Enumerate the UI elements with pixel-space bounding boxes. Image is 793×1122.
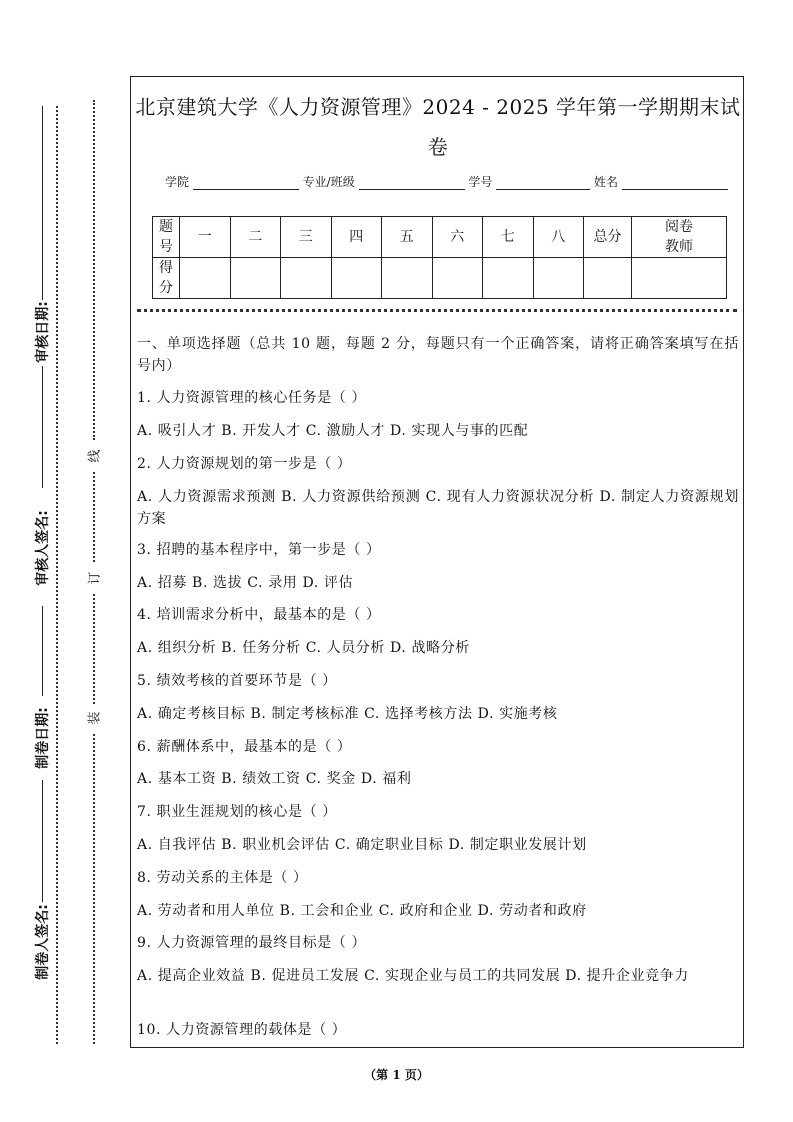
score-cell[interactable] [432, 258, 483, 299]
score-cell[interactable] [281, 258, 332, 299]
score-table-row-label: 题号 [153, 217, 180, 258]
question-options: A. 人力资源需求预测 B. 人力资源供给预测 C. 现有人力资源状况分析 D. 制定人力资源规划方案 [137, 489, 739, 527]
student-id-label: 学号 [468, 175, 493, 189]
college-label: 学院 [165, 175, 190, 189]
auditor-date-label: 审核日期: [35, 301, 51, 363]
question-options: A. 基本工资 B. 绩效工资 C. 奖金 D. 福利 [137, 771, 412, 787]
binding-dotted-line [93, 100, 95, 440]
signature-line [42, 106, 43, 300]
score-col-2: 二 [230, 217, 281, 258]
question-text: 5. 绩效考核的首要环节是（ ） [137, 673, 337, 689]
student-id-field[interactable] [496, 175, 590, 190]
exam-title [131, 87, 745, 167]
score-table-header-row [153, 217, 727, 258]
score-cell[interactable] [180, 258, 231, 299]
score-cell[interactable] [331, 258, 382, 299]
question-text: 10. 人力资源管理的载体是（ ） [137, 1022, 347, 1038]
score-col-1: 一 [180, 217, 231, 258]
question-text: 9. 人力资源管理的最终目标是（ ） [137, 935, 367, 951]
score-cell-total[interactable] [584, 258, 632, 299]
question-text: 8. 劳动关系的主体是（ ） [137, 870, 308, 886]
score-col-3: 三 [281, 217, 332, 258]
score-table [152, 216, 727, 299]
maker-date-label: 制卷日期: [35, 707, 51, 769]
question-options: A. 提高企业效益 B. 促进员工发展 C. 实现企业与员工的共同发展 D. 提升企业竞争力 [137, 968, 689, 984]
score-cell-reviewer[interactable] [632, 258, 727, 299]
question-text: 2. 人力资源规划的第一步是（ ） [137, 456, 352, 472]
score-col-7: 七 [483, 217, 534, 258]
question-options: A. 组织分析 B. 任务分析 C. 人员分析 D. 战略分析 [137, 640, 470, 656]
name-label: 姓名 [594, 175, 619, 189]
page-number: （第 1 页） [364, 1068, 429, 1082]
title-line-1: 北京建筑大学《人力资源管理》2024 - 2025 学年第一学期期末试 [135, 95, 741, 119]
binding-char-ding: 订 [87, 571, 103, 585]
score-col-5: 五 [382, 217, 433, 258]
question-text: 6. 薪酬体系中，最基本的是（ ） [137, 739, 352, 755]
score-col-8: 八 [533, 217, 584, 258]
exam-frame [130, 76, 744, 1048]
question-text: 1. 人力资源管理的核心任务是（ ） [137, 390, 367, 406]
signature-line [42, 366, 43, 488]
binding-dotted-line [93, 734, 95, 1044]
score-cell[interactable] [483, 258, 534, 299]
binding-dotted-line [93, 594, 95, 704]
auditor-sign-label: 审核人签名: [35, 510, 51, 586]
signature-line [42, 780, 43, 902]
score-col-4: 四 [331, 217, 382, 258]
title-line-2: 卷 [427, 135, 449, 159]
question-text: 3. 招聘的基本程序中，第一步是（ ） [137, 542, 381, 558]
score-col-reviewer: 阅卷教师 [632, 217, 727, 258]
name-field[interactable] [622, 175, 728, 190]
question-options: A. 吸引人才 B. 开发人才 C. 激励人才 D. 实现人与事的匹配 [137, 423, 529, 439]
question-text: 7. 职业生涯规划的核心是（ ） [137, 804, 337, 820]
binding-dotted-line [56, 106, 58, 1044]
question-options: A. 确定考核目标 B. 制定考核标准 C. 选择考核方法 D. 实施考核 [137, 706, 558, 722]
binding-char-xian: 线 [87, 449, 103, 463]
signature-line [42, 606, 43, 696]
score-cell[interactable] [533, 258, 584, 299]
college-field[interactable] [193, 175, 299, 190]
binding-char-zhuang: 装 [87, 711, 103, 725]
score-cell[interactable] [382, 258, 433, 299]
question-text: 4. 培训需求分析中，最基本的是（ ） [137, 607, 381, 623]
score-col-6: 六 [432, 217, 483, 258]
section-heading: 一、单项选择题（总共 10 题，每题 2 分，每题只有一个正确答案，请将正确答案填写在括号内） [137, 336, 739, 374]
question-options: A. 招募 B. 选拔 C. 录用 D. 评估 [137, 575, 354, 591]
question-options: A. 劳动者和用人单位 B. 工会和企业 C. 政府和企业 D. 劳动者和政府 [137, 903, 587, 919]
score-table-row-label: 得分 [153, 258, 180, 299]
dotted-separator [137, 309, 737, 312]
question-options: A. 自我评估 B. 职业机会评估 C. 确定职业目标 D. 制定职业发展计划 [137, 837, 587, 853]
score-table-score-row [153, 258, 727, 299]
major-label: 专业/班级 [302, 175, 355, 189]
score-cell[interactable] [230, 258, 281, 299]
binding-dotted-line [93, 472, 95, 562]
major-field[interactable] [359, 175, 465, 190]
score-col-total: 总分 [584, 217, 632, 258]
student-info-row [165, 173, 728, 190]
maker-sign-label: 制卷人签名: [35, 904, 51, 980]
